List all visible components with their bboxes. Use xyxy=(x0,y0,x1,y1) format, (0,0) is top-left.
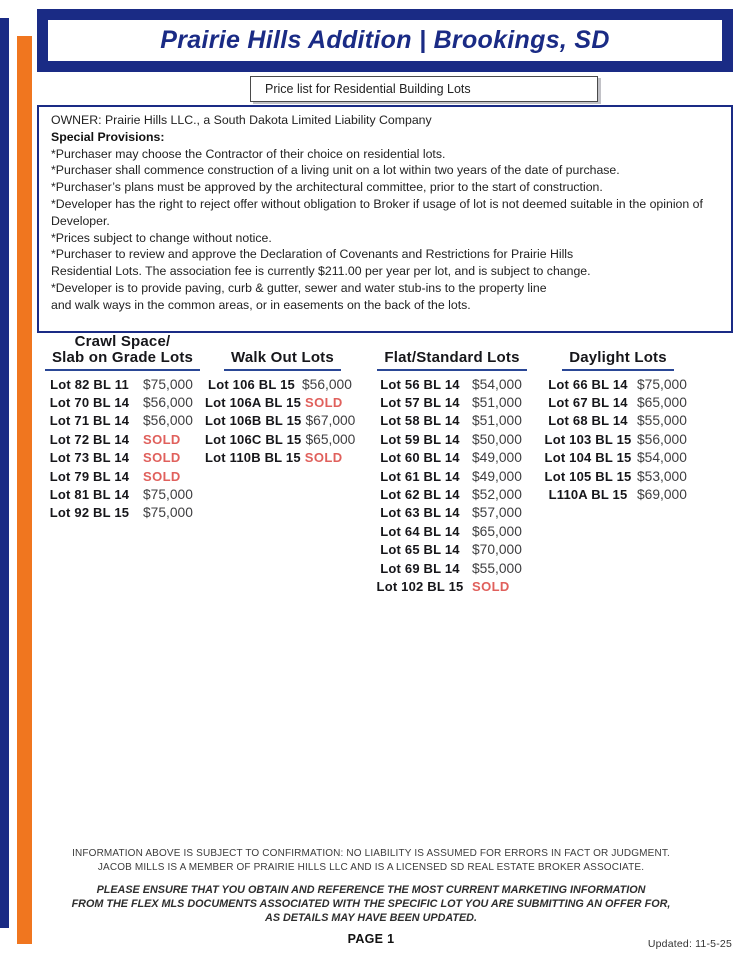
left-accent-bar-orange xyxy=(17,36,32,944)
lot-id: Lot 105 BL 15 xyxy=(544,468,632,484)
lot-row xyxy=(40,412,205,430)
special-provisions-heading: Special Provisions: xyxy=(51,129,165,144)
lot-price: $57,000 xyxy=(472,505,522,521)
lot-row xyxy=(372,541,532,559)
lot-price: $49,000 xyxy=(472,468,522,484)
lot-id: L110A BL 15 xyxy=(548,487,628,503)
notice-line: PLEASE ENSURE THAT YOU OBTAIN AND REFERENCE THE MOST CURRENT MARKETING INFORMATION xyxy=(96,884,646,896)
lot-row xyxy=(40,430,205,448)
lot-id: Lot 65 BL 14 xyxy=(380,542,460,558)
lot-table-header xyxy=(372,337,532,371)
lot-row xyxy=(372,577,532,595)
lot-row xyxy=(372,467,532,485)
lot-table-title-line: Daylight Lots xyxy=(569,348,667,366)
lot-id: Lot 56 BL 14 xyxy=(380,376,460,392)
lot-price: $65,000 xyxy=(637,395,687,411)
lot-status-sold: SOLD xyxy=(472,578,510,594)
lot-table-title xyxy=(377,350,526,372)
lot-price: $75,000 xyxy=(143,376,193,392)
lot-price: $55,000 xyxy=(637,413,687,429)
lot-row xyxy=(372,375,532,393)
lot-price: $65,000 xyxy=(472,523,522,539)
lot-id: Lot 68 BL 14 xyxy=(548,413,628,429)
lot-id: Lot 64 BL 14 xyxy=(380,523,460,539)
lot-price: $56,000 xyxy=(302,376,352,392)
lot-status-sold: SOLD xyxy=(143,450,181,466)
lot-price: $75,000 xyxy=(637,376,687,392)
lot-table-title-line: Walk Out Lots xyxy=(231,348,334,366)
lot-row xyxy=(40,467,205,485)
lot-price: $70,000 xyxy=(472,542,522,558)
provisions-box xyxy=(37,105,733,333)
lot-id: Lot 60 BL 14 xyxy=(380,450,460,466)
lot-id: Lot 103 BL 15 xyxy=(544,431,632,447)
provisions-lines xyxy=(51,146,719,314)
notice-line: AS DETAILS MAY HAVE BEEN UPDATED. xyxy=(265,912,477,924)
lot-id: Lot 104 BL 15 xyxy=(544,450,632,466)
lot-row xyxy=(543,412,693,430)
lot-id: Lot 59 BL 14 xyxy=(380,431,460,447)
lot-id: Lot 102 BL 15 xyxy=(376,578,464,594)
lot-table-rows xyxy=(543,375,693,504)
lot-row xyxy=(372,559,532,577)
lot-id: Lot 79 BL 14 xyxy=(49,468,130,484)
lot-row xyxy=(543,485,693,503)
lot-row xyxy=(543,430,693,448)
lot-table-title-line: Crawl Space/ xyxy=(74,333,171,350)
provision-line: and walk ways in the common areas, or in easements on the back of the lots. xyxy=(51,297,471,312)
lot-id: Lot 106C BL 15 xyxy=(205,431,302,447)
disclaimer-line: JACOB MILLS IS A MEMBER OF PRAIRIE HILLS LLC AND IS A LICENSED SD REAL ESTATE BROKER ASSOCIATE. xyxy=(97,862,645,873)
updated-date-label: Updated: 11-5-25 xyxy=(647,938,732,950)
lot-table-header xyxy=(40,333,205,371)
disclaimer-line: INFORMATION ABOVE IS SUBJECT TO CONFIRMATION: NO LIABILITY IS ASSUMED FOR ERRORS IN FACT OR JUDGMENT. xyxy=(72,848,670,859)
page-title: Prairie Hills Addition | Brookings, SD xyxy=(160,26,610,54)
lot-id: Lot 72 BL 14 xyxy=(49,431,130,447)
lot-id: Lot 106B BL 15 xyxy=(205,413,302,429)
lot-id: Lot 70 BL 14 xyxy=(49,395,130,411)
provision-line: *Purchaser to review and approve the Declaration of Covenants and Restrictions for Prairie Hills xyxy=(51,247,574,262)
provision-line: *Developer is to provide paving, curb & gutter, sewer and water stub-ins to the property line xyxy=(51,280,547,295)
lot-price: $51,000 xyxy=(472,395,522,411)
footer-disclaimer xyxy=(0,847,742,875)
lot-id: Lot 82 BL 11 xyxy=(50,376,129,392)
lot-row xyxy=(40,485,205,503)
lot-row xyxy=(372,504,532,522)
lot-id: Lot 67 BL 14 xyxy=(548,395,628,411)
lot-price: $56,000 xyxy=(637,431,687,447)
lot-id: Lot 71 BL 14 xyxy=(49,413,130,429)
lot-price: $54,000 xyxy=(637,450,687,466)
lot-price: $69,000 xyxy=(637,487,687,503)
lot-id: Lot 66 BL 14 xyxy=(548,376,628,392)
lot-table-rows xyxy=(40,375,205,522)
lot-table xyxy=(543,337,693,504)
subtitle-box xyxy=(250,76,598,102)
footer-notice xyxy=(0,883,742,925)
lot-price: $65,000 xyxy=(305,431,356,447)
lot-row xyxy=(205,430,360,448)
page-number-label: PAGE 1 xyxy=(347,932,395,946)
lot-id: Lot 58 BL 14 xyxy=(380,413,460,429)
lot-table-header xyxy=(543,337,693,371)
lot-row xyxy=(205,412,360,430)
lot-row xyxy=(372,485,532,503)
lot-row xyxy=(40,449,205,467)
lot-price: $75,000 xyxy=(143,505,193,521)
lot-table-rows xyxy=(205,375,360,467)
lot-price: $49,000 xyxy=(472,450,522,466)
lot-price: $53,000 xyxy=(637,468,687,484)
lot-row xyxy=(205,449,360,467)
lot-status-sold: SOLD xyxy=(305,395,343,411)
lot-row xyxy=(372,522,532,540)
lot-row xyxy=(543,467,693,485)
lot-id: Lot 81 BL 14 xyxy=(49,487,130,503)
lot-table-rows xyxy=(372,375,532,596)
footer xyxy=(0,847,742,946)
lot-row xyxy=(40,393,205,411)
provision-line: Residential Lots. The association fee is currently $211.00 per year per lot, and is subject to change. xyxy=(51,264,591,279)
lot-id: Lot 106 BL 15 xyxy=(208,376,295,392)
lot-id: Lot 69 BL 14 xyxy=(380,560,460,576)
lot-price: $56,000 xyxy=(143,413,193,429)
lot-row xyxy=(543,375,693,393)
provision-line: *Purchaser shall commence construction of a living unit on a lot within two years of the date of purchase. xyxy=(51,163,620,178)
lot-table xyxy=(40,333,205,522)
provision-line: *Purchaser’s plans must be approved by the architectural committee, prior to the start of construction. xyxy=(51,180,603,195)
lot-row xyxy=(40,504,205,522)
owner-line: OWNER: Prairie Hills LLC., a South Dakota Limited Liability Company xyxy=(51,113,432,127)
provision-line: *Developer has the right to reject offer without obligation to Broker if usage of lot is not deemed suitable in the opinion of xyxy=(51,196,703,211)
lot-status-sold: SOLD xyxy=(143,431,181,447)
lot-table xyxy=(372,337,532,596)
lot-price: $51,000 xyxy=(472,413,522,429)
lot-id: Lot 62 BL 14 xyxy=(380,487,460,503)
lot-status-sold: SOLD xyxy=(143,468,181,484)
lot-table-title-line: Slab on Grade Lots xyxy=(51,348,194,366)
lot-row xyxy=(372,430,532,448)
lot-price: $75,000 xyxy=(143,487,193,503)
lot-price: $55,000 xyxy=(472,560,522,576)
lot-row xyxy=(40,375,205,393)
lot-row xyxy=(543,393,693,411)
lot-table-title xyxy=(562,350,674,372)
lot-id: Lot 63 BL 14 xyxy=(380,505,460,521)
lot-row xyxy=(372,449,532,467)
notice-line: FROM THE FLEX MLS DOCUMENTS ASSOCIATED WITH THE SPECIFIC LOT YOU ARE SUBMITTING AN OFFER FOR, xyxy=(71,898,671,910)
lot-price: $67,000 xyxy=(305,413,356,429)
title-banner xyxy=(37,9,733,72)
lot-price: $56,000 xyxy=(143,395,193,411)
lot-price: $54,000 xyxy=(472,376,522,392)
left-accent-bar-blue xyxy=(0,18,9,928)
lot-row xyxy=(205,393,360,411)
lot-table-header xyxy=(205,337,360,371)
provision-line: Developer. xyxy=(51,213,110,228)
lot-price: $50,000 xyxy=(472,431,522,447)
lot-id: Lot 61 BL 14 xyxy=(380,468,460,484)
lot-table xyxy=(205,337,360,467)
lot-id: Lot 73 BL 14 xyxy=(49,450,130,466)
lot-id: Lot 57 BL 14 xyxy=(380,395,460,411)
lot-price: $52,000 xyxy=(472,487,522,503)
lot-status-sold: SOLD xyxy=(304,450,343,466)
lot-row xyxy=(372,412,532,430)
lot-row xyxy=(205,375,360,393)
lot-id: Lot 92 BL 15 xyxy=(49,505,130,521)
lot-id: Lot 110B BL 15 xyxy=(205,450,301,466)
lot-row xyxy=(543,449,693,467)
lot-table-title xyxy=(45,334,200,371)
provision-line: *Prices subject to change without notice. xyxy=(51,230,272,245)
lot-table-title-line: Flat/Standard Lots xyxy=(384,348,520,366)
provision-line: *Purchaser may choose the Contractor of their choice on residential lots. xyxy=(51,146,446,161)
subtitle-text: Price list for Residential Building Lots xyxy=(265,82,471,96)
lot-table-title xyxy=(224,350,341,372)
lot-row xyxy=(372,393,532,411)
lot-id: Lot 106A BL 15 xyxy=(205,395,301,411)
